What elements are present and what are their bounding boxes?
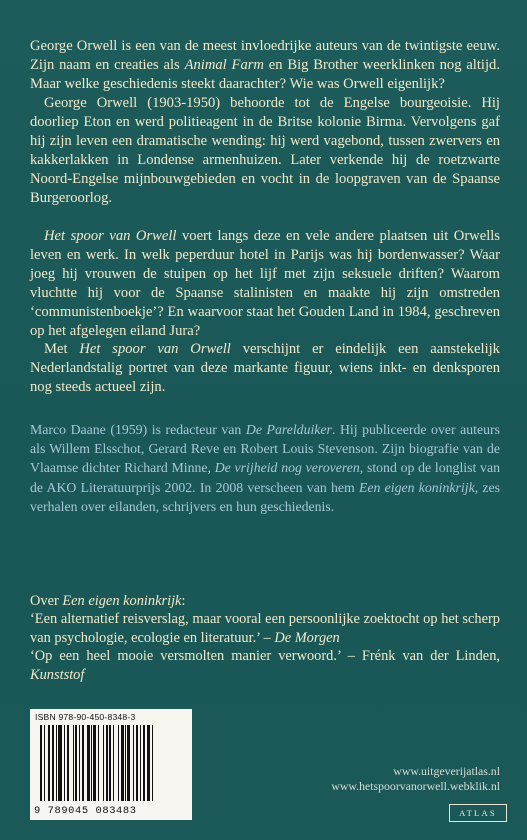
barcode-bar (98, 725, 99, 801)
barcode-bar (103, 725, 104, 801)
book-title: Het spoor van Orwell (44, 228, 177, 244)
barcode-bar (133, 725, 134, 801)
author-bio: Marco Daane (1959) is redacteur van De Parelduiker. Hij publiceerde over auteurs als Willem Elsschot, Gerard Reve en Robert Louis Stevenson. Zijn biografie van de Vlaamse dichter Richard Minne, De vrijheid nog veroveren, stond op de longlist van de AKO Literatuurprijs 2002. In 2008 verscheen van hem Een eigen koninkrijk, zes verhalen over eilanden, schrijvers en hun geschiedenis. (30, 422, 501, 514)
barcode-bar (121, 725, 123, 801)
barcode-bar (109, 725, 111, 801)
barcode-bar (87, 725, 89, 801)
blurb-paragraph-4: Met Het spoor van Orwell verschijnt er eindelijk een aanstekelijk Nederlandstalig portret van deze markante figuur, wiens inkt- en denksporen nog steeds actueel zijn. (30, 341, 500, 395)
quote-source: De Morgen (274, 629, 340, 646)
isbn-barcode (30, 709, 192, 820)
barcode-bar (147, 725, 150, 801)
barcode-bar (48, 725, 49, 801)
barcode-bar (64, 725, 65, 801)
publisher-logo: ATLAS (449, 804, 507, 822)
blurb-paragraph-1: George Orwell is een van de meest invloedrijke auteurs van de twintigste eeuw. Zijn naam en creaties als Animal Farm en Big Brother weerklinken nog altijd. Maar welke geschiedenis steekt daarachter? Wie was Orwell eigenlijk? (30, 38, 500, 92)
book-title-animal-farm: Animal Farm (184, 56, 264, 73)
barcode-bar (67, 725, 69, 801)
barcode-bar (113, 725, 114, 801)
barcode-bar (93, 725, 95, 801)
publisher-urls (331, 764, 500, 794)
barcode-digits: 9 789045 083483 (34, 805, 137, 817)
book-title: Het spoor van Orwell (79, 341, 231, 357)
blurb-paragraph-3: Het spoor van Orwell voert langs deze en vele andere plaatsen uit Orwells leven en werk. In welk peperduur hotel in Parijs was hij bordenwasser? Waar joeg hij vrouwen de stuipen op het lijf met zijn seksuele driften? Waarom vluchtte hij voor de Spaanse stalinisten en maakte hij zijn omstreden ‘communistenboekje’? En waarvoor staat het Gouden Land in 1984, geschreven op het afgelegen eiland Jura? (30, 228, 500, 339)
barcode-bar (140, 725, 141, 801)
isbn-number: ISBN 978-90-450-8348-3 (35, 712, 136, 722)
publisher-url[interactable]: www.uitgeverijatlas.nl (393, 764, 500, 778)
barcode-bar (125, 725, 126, 801)
barcode-bar (52, 725, 54, 801)
barcode-bar (56, 725, 57, 801)
barcode-bar (152, 725, 153, 801)
barcode-bar (58, 725, 61, 801)
barcode-bar (136, 725, 138, 801)
quotes-intro: Over Een eigen koninkrijk: (30, 593, 186, 609)
barcode-bars (40, 725, 186, 801)
barcode-bar (44, 725, 45, 801)
barcode-bar (118, 725, 119, 801)
barcode-bar (79, 725, 80, 801)
barcode-bar (143, 725, 145, 801)
barcode-bar (73, 725, 74, 801)
barcode-bar (127, 725, 129, 801)
barcode-bar (75, 725, 77, 801)
barcode-bar (82, 725, 83, 801)
quote-source: Kunststof (30, 666, 85, 683)
barcode-bar (40, 725, 42, 801)
press-quotes (30, 592, 500, 684)
blurb-paragraph-2: George Orwell (1903-1950) behoorde tot de Engelse bourgeoisie. Hij doorliep Eton en werd politieagent in de Britse kolonie Birma. Vervolgens gaf hij zijn leven een dramatische wending: hij werd vagebond, tussen zwervers en kakkerlakken in Londense armenhuizen. Later verkende hij de roetzwarte Noord-Engelse mijnbouwgebieden en vocht in de loopgraven van de Spaanse Burgeroorlog. (30, 95, 500, 206)
press-quote: ‘Een alternatief reisverslag, maar vooral een persoonlijke zoektocht op het scherp van psychologie, ecologie en literatuur.’ – De Morgen (30, 611, 500, 646)
barcode-bar (106, 725, 108, 801)
barcode-bar (91, 725, 92, 801)
book-url[interactable]: www.hetspoorvanorwell.webklik.nl (331, 779, 500, 793)
press-quote: ‘Op een heel mooie versmolten manier verwoord.’ – Frénk van der Linden, Kunststof (30, 648, 500, 683)
